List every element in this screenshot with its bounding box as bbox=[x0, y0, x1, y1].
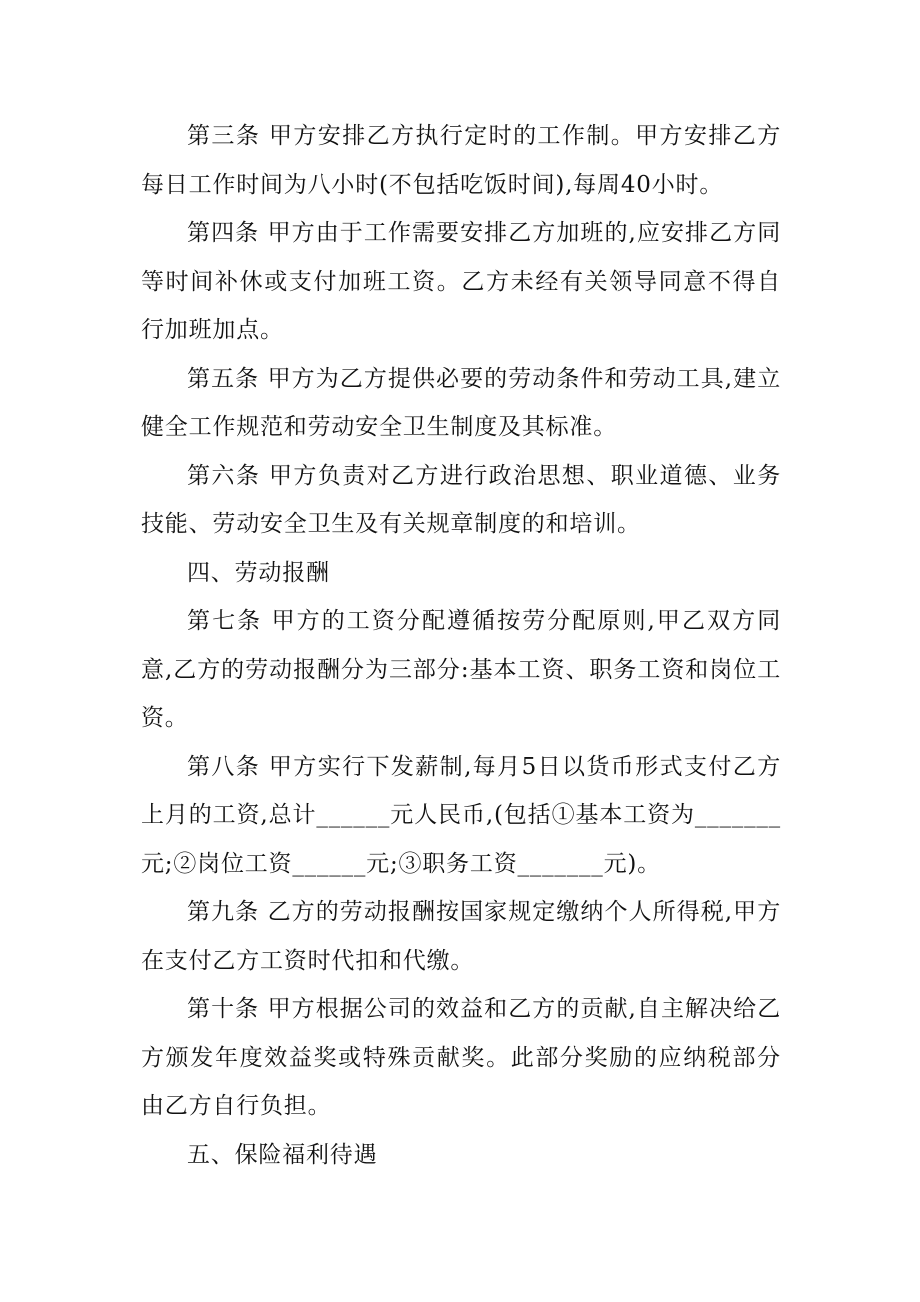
article-8-paragraph: 第八条 甲方实行下发薪制,每月5日以货币形式支付乙方上月的工资,总计______元人民币,(包括①基本工资为_______元;②岗位工资______元;③职务工资_______元)。 bbox=[141, 753, 781, 877]
section-4-heading: 四、劳动报酬 bbox=[187, 559, 330, 586]
document-body bbox=[141, 112, 781, 1179]
section-5-heading: 五、保险福利待遇 bbox=[187, 1141, 378, 1168]
article-3-paragraph: 第三条 甲方安排乙方执行定时的工作制。甲方安排乙方每日工作时间为八小时(不包括吃饭时间),每周40小时。 bbox=[141, 123, 781, 198]
article-4-paragraph: 第四条 甲方由于工作需要安排乙方加班的,应安排乙方同等时间补休或支付加班工资。乙方未经有关领导同意不得自行加班加点。 bbox=[141, 220, 781, 343]
article-5-paragraph: 第五条 甲方为乙方提供必要的劳动条件和劳动工具,建立健全工作规范和劳动安全卫生制度及其标准。 bbox=[141, 365, 781, 440]
article-9-paragraph: 第九条 乙方的劳动报酬按国家规定缴纳个人所得税,甲方在支付乙方工资时代扣和代缴。 bbox=[141, 899, 781, 974]
article-6-paragraph: 第六条 甲方负责对乙方进行政治思想、职业道德、业务技能、劳动安全卫生及有关规章制度的和培训。 bbox=[141, 462, 781, 537]
article-7-paragraph: 第七条 甲方的工资分配遵循按劳分配原则,甲乙双方同意,乙方的劳动报酬分为三部分:基本工资、职务工资和岗位工资。 bbox=[141, 608, 781, 731]
article-10-paragraph: 第十条 甲方根据公司的效益和乙方的贡献,自主解决给乙方颁发年度效益奖或特殊贡献奖。此部分奖励的应纳税部分由乙方自行负担。 bbox=[141, 996, 781, 1119]
